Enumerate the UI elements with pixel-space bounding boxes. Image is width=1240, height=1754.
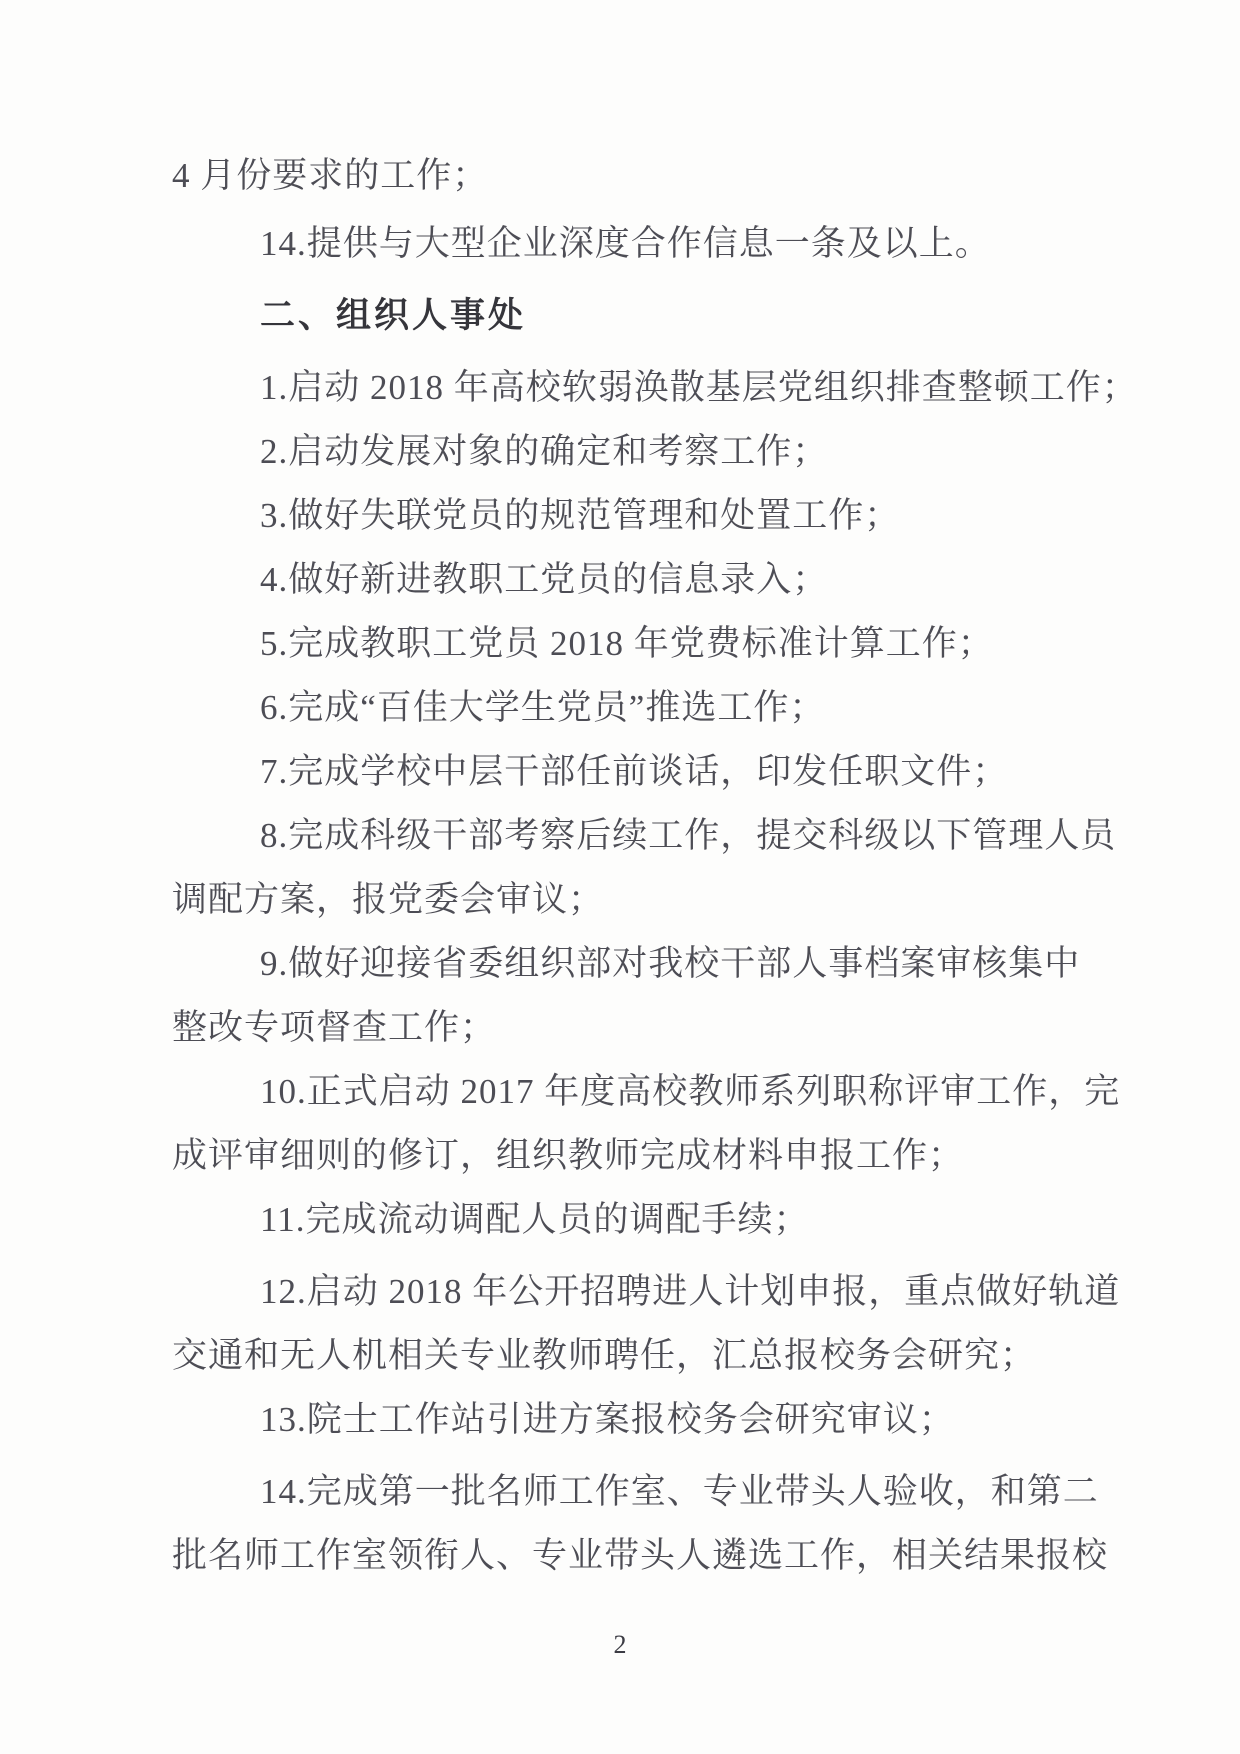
doc-line: 8.完成科级干部考察后续工作，提交科级以下管理人员: [260, 816, 1117, 855]
doc-line: 9.做好迎接省委组织部对我校干部人事档案审核集中: [260, 944, 1081, 983]
page-number: 2: [613, 1630, 627, 1659]
doc-line: 调配方案，报党委会审议；: [172, 880, 605, 919]
doc-line: 批名师工作室领衔人、专业带头人遴选工作，相关结果报校: [172, 1536, 1109, 1575]
doc-line: 2.启动发展对象的确定和考察工作；: [260, 432, 829, 471]
section-heading-org-personnel: 二、组织人事处: [260, 296, 527, 335]
doc-line: 14.提供与大型企业深度合作信息一条及以上。: [260, 224, 991, 263]
doc-line: 1.启动 2018 年高校软弱涣散基层党组织排查整顿工作；: [260, 368, 1138, 407]
doc-line: 14.完成第一批名师工作室、专业带头人验收，和第二: [260, 1472, 1099, 1511]
doc-line: 5.完成教职工党员 2018 年党费标准计算工作；: [260, 624, 994, 663]
document-body: [172, 144, 1138, 1588]
doc-line: 交通和无人机相关专业教师聘任，汇总报校务会研究；: [172, 1336, 1037, 1375]
doc-line: 12.启动 2018 年公开招聘进人计划申报，重点做好轨道: [260, 1272, 1121, 1311]
doc-line: 4.做好新进教职工党员的信息录入；: [260, 560, 829, 599]
doc-line: 7.完成学校中层干部任前谈话，印发任职文件；: [260, 752, 1009, 791]
doc-line: 3.做好失联党员的规范管理和处置工作；: [260, 496, 901, 535]
doc-line: 成评审细则的修订，组织教师完成材料申报工作；: [172, 1136, 965, 1175]
doc-line: 整改专项督查工作；: [172, 1008, 497, 1047]
doc-line: 13.院士工作站引进方案报校务会研究审议；: [260, 1400, 955, 1439]
doc-line: 4 月份要求的工作；: [172, 156, 489, 195]
doc-line: 6.完成“百佳大学生党员”推选工作；: [260, 688, 826, 727]
doc-line: 11.完成流动调配人员的调配手续；: [260, 1200, 810, 1239]
doc-line: 10.正式启动 2017 年度高校教师系列职称评审工作，完: [260, 1072, 1121, 1111]
